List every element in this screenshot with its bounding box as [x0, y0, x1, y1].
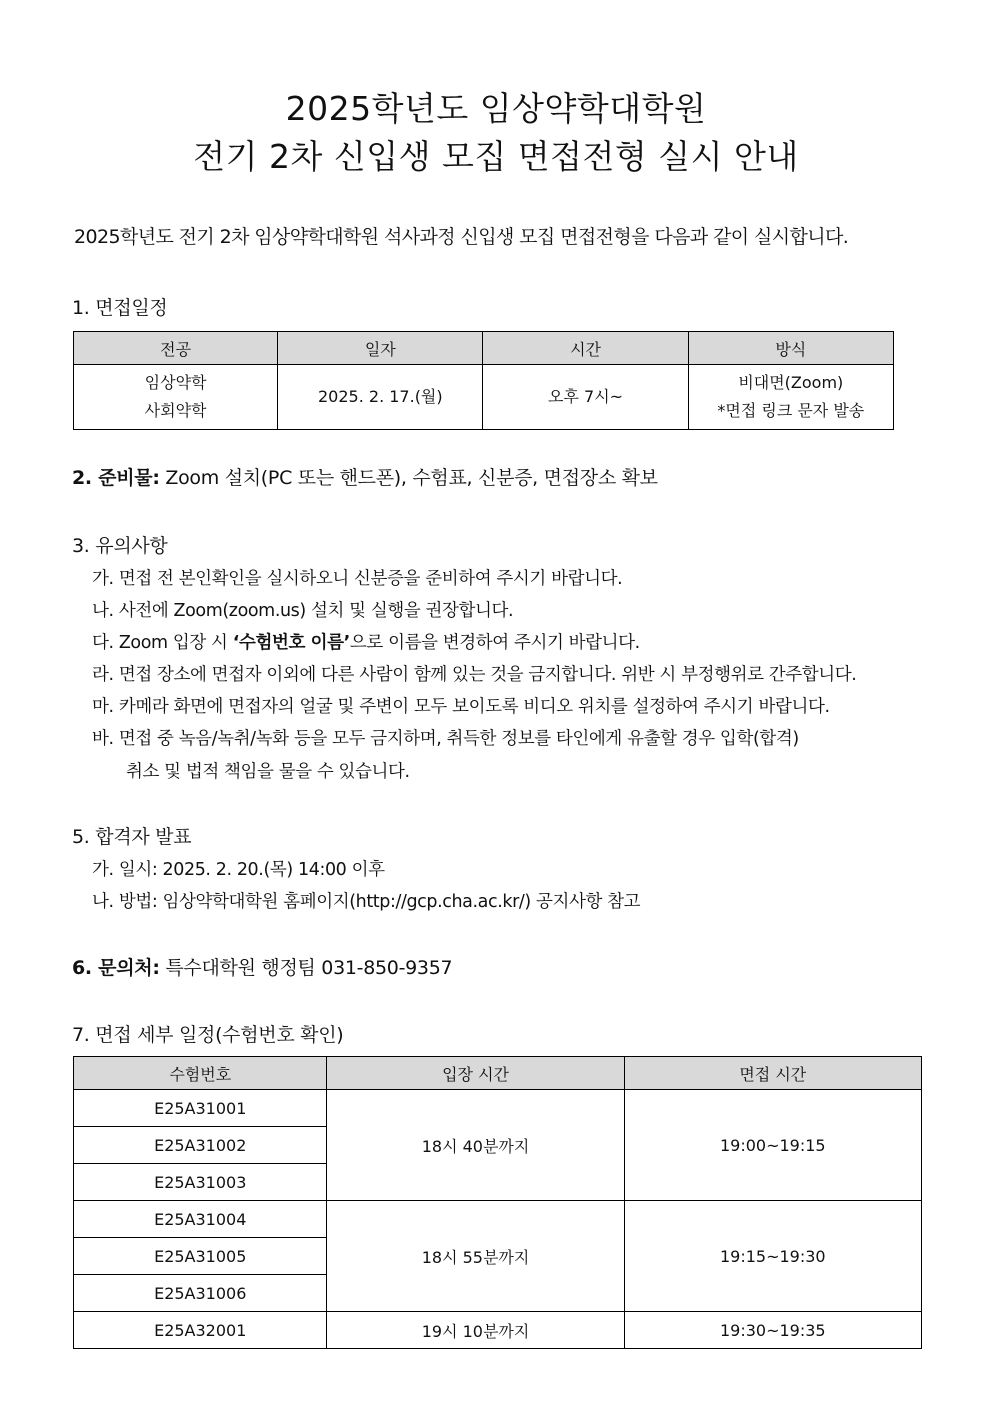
interview-schedule-table [73, 331, 894, 430]
method-line2: *면접 링크 문자 발송 [717, 401, 865, 420]
notice-da-suffix: 으로 이름을 변경하여 주시기 바랍니다. [349, 633, 640, 653]
header-method: 방식 [688, 332, 893, 365]
table-row [74, 365, 894, 430]
notice-da-bold: ‘수험번호 이름’ [232, 633, 350, 653]
document-title-line2: 전기 2차 신입생 모집 면접전형 실시 안내 [193, 137, 799, 176]
cell-date: 2025. 2. 17.(월) [278, 365, 483, 430]
notice-item-ma: 마. 카메라 화면에 면접자의 얼굴 및 주변이 모두 보이도록 비디오 위치를 설정하여 주시기 바랍니다. [92, 697, 830, 717]
header-date: 일자 [278, 332, 483, 365]
result-item-method: 나. 방법: 임상약학대학원 홈페이지(http://gcp.cha.ac.kr/) 공지사항 참고 [92, 892, 641, 912]
cell-major [74, 365, 278, 430]
entry-time: 18시 40분까지 [327, 1090, 624, 1201]
exam-number: E25A31004 [74, 1201, 327, 1238]
major-line1: 임상약학 [144, 373, 207, 392]
interview-time: 19:30~19:35 [624, 1312, 921, 1349]
section2-text: Zoom 설치(PC 또는 핸드폰), 수험표, 신분증, 면접장소 확보 [165, 467, 658, 489]
section6-label: 6. 문의처: [72, 957, 160, 979]
table-row [74, 1090, 922, 1127]
section6-text: 특수대학원 행정팀 031-850-9357 [165, 957, 453, 979]
section2-label: 2. 준비물: [72, 467, 160, 489]
entry-time: 19시 10분까지 [327, 1312, 624, 1349]
table-row [74, 1312, 922, 1349]
notice-item-ra: 라. 면접 장소에 면접자 이외에 다른 사람이 함께 있는 것을 금지합니다. 위반 시 부정행위로 간주합니다. [92, 665, 857, 685]
entry-time: 18시 55분까지 [327, 1201, 624, 1312]
method-line1: 비대면(Zoom) [738, 373, 844, 392]
section5-heading: 5. 합격자 발표 [72, 826, 192, 848]
table-header-row [74, 332, 894, 365]
detail-schedule-table [73, 1056, 922, 1349]
header-entry-time: 입장 시간 [327, 1057, 624, 1090]
cell-method [688, 365, 893, 430]
exam-number: E25A31006 [74, 1275, 327, 1312]
notice-item-da [92, 629, 640, 654]
header-exam-number: 수험번호 [74, 1057, 327, 1090]
interview-time: 19:00~19:15 [624, 1090, 921, 1201]
notice-da-prefix: 다. Zoom 입장 시 [92, 633, 233, 653]
header-time: 시간 [483, 332, 688, 365]
header-major: 전공 [74, 332, 278, 365]
section6-line [72, 953, 452, 980]
exam-number: E25A31001 [74, 1090, 327, 1127]
intro-text: 2025학년도 전기 2차 임상약학대학원 석사과정 신입생 모집 면접전형을 다음과 같이 실시합니다. [74, 226, 849, 248]
section1-heading: 1. 면접일정 [72, 297, 168, 319]
exam-number: E25A31005 [74, 1238, 327, 1275]
document-title-line1: 2025학년도 임상약학대학원 [285, 89, 707, 128]
result-item-date: 가. 일시: 2025. 2. 20.(목) 14:00 이후 [92, 860, 385, 880]
major-line2: 사회약학 [144, 401, 207, 420]
exam-number: E25A31003 [74, 1164, 327, 1201]
header-interview-time: 면접 시간 [624, 1057, 921, 1090]
section2-line [72, 463, 658, 490]
cell-time: 오후 7시~ [483, 365, 688, 430]
table-header-row [74, 1057, 922, 1090]
section3-heading: 3. 유의사항 [72, 535, 168, 557]
notice-item-ba-cont: 취소 및 법적 책임을 물을 수 있습니다. [126, 762, 410, 782]
notice-item-ba: 바. 면접 중 녹음/녹취/녹화 등을 모두 금지하며, 취득한 정보를 타인에게 유출할 경우 입학(합격) [92, 729, 799, 749]
interview-time: 19:15~19:30 [624, 1201, 921, 1312]
exam-number: E25A32001 [74, 1312, 327, 1349]
notice-item-na: 나. 사전에 Zoom(zoom.us) 설치 및 실행을 권장합니다. [92, 601, 514, 621]
section7-heading: 7. 면접 세부 일정(수험번호 확인) [72, 1024, 344, 1046]
exam-number: E25A31002 [74, 1127, 327, 1164]
notice-item-ga: 가. 면접 전 본인확인을 실시하오니 신분증을 준비하여 주시기 바랍니다. [92, 569, 623, 589]
table-row [74, 1201, 922, 1238]
